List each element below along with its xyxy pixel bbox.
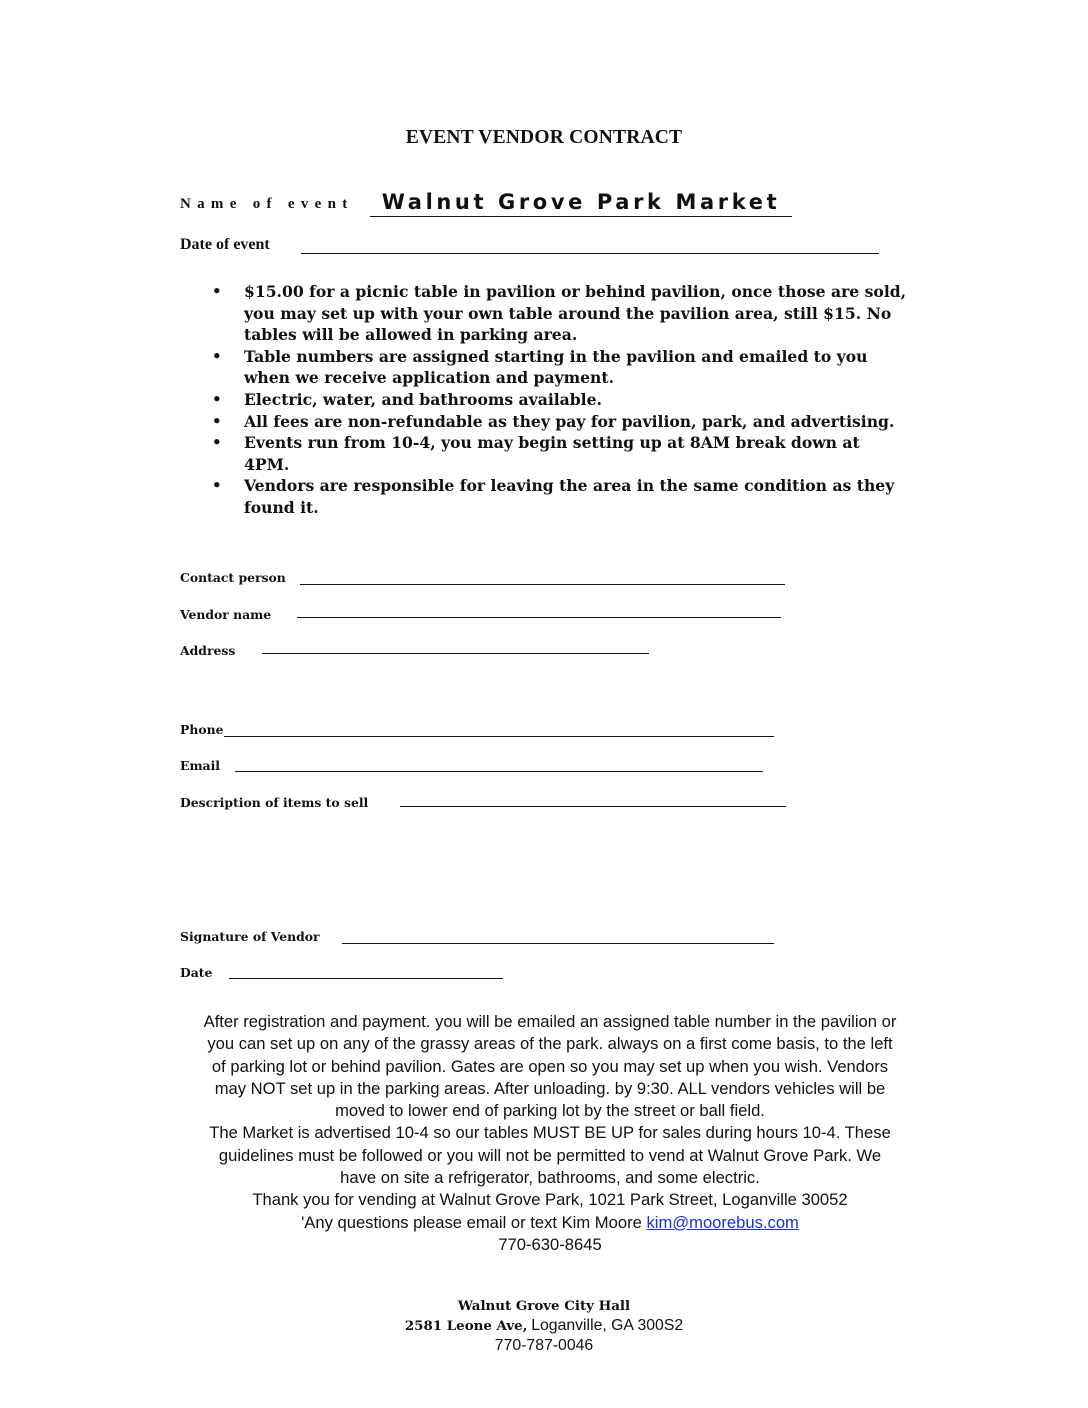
signature-row: [180, 929, 320, 944]
terms-list-item: • Electric, water, and bathrooms available.: [212, 389, 602, 409]
date-row: [180, 965, 212, 980]
footer-org: Walnut Grove City Hall: [457, 1298, 631, 1314]
bullet-icon: •: [212, 476, 222, 495]
contact-person-field[interactable]: [300, 584, 785, 585]
event-name-field[interactable]: Walnut Grove Park Market: [370, 188, 792, 217]
questions-line: [200, 1212, 900, 1234]
city-hall-footer: [0, 1296, 1088, 1356]
address-field[interactable]: [262, 653, 649, 654]
terms-list-item: • Vendors are responsible for leaving the area in the same condition as they found it.: [212, 476, 895, 517]
vendor-name-row: [180, 607, 271, 622]
description-row: [180, 795, 368, 810]
email-label: Email: [180, 758, 220, 773]
footer-address: [0, 1316, 1088, 1336]
phone-field[interactable]: [224, 736, 774, 737]
terms-list-item: • Events run from 10-4, you may begin setting up at 8AM break down at 4PM.: [212, 433, 860, 474]
terms-list-item: • $15.00 for a picnic table in pavilion or behind pavilion, once those are sold, you may set up with your own table around the pavilion area, still $15. No tables will be allowed in parking area.: [212, 282, 907, 345]
address-row: [180, 643, 235, 658]
terms-list: [208, 281, 908, 519]
event-name-label: Name of event: [180, 196, 354, 212]
thank-you-note: Thank you for vending at Walnut Grove Park, 1021 Park Street, Loganville 30052: [252, 1190, 848, 1210]
questions-text: 'Any questions please email or text Kim Moore: [301, 1212, 642, 1232]
contact-person-row: [180, 570, 286, 585]
bullet-icon: •: [212, 433, 222, 452]
phone-label: Phone: [180, 722, 224, 737]
email-row: [180, 758, 220, 773]
guidelines-paragraph: The Market is advertised 10-4 so our tables MUST BE UP for sales during hours 10-4. These guidelines must be followed or you will not be permitted to vend at Walnut Grove Park. We have on site a refrigerator, bathrooms, and some electric.: [209, 1123, 891, 1188]
bullet-icon: •: [212, 389, 222, 408]
footer-city: Loganville, GA 300S2: [531, 1317, 684, 1334]
date-field[interactable]: [229, 978, 503, 979]
bullet-icon: •: [212, 411, 222, 430]
guidelines-paragraph: After registration and payment. you will be emailed an assigned table number in the pavilion or you can set up on any of the grassy areas of the park. always on a first come basis, to the left of parking lot or behind pavilion. Gates are open so you may set up when you wish. Vendors may NOT set up in the parking areas. After unloading. by 9:30. ALL vendors vehicles will be moved to lower end of parking lot by the street or ball field.: [203, 1012, 897, 1121]
vendor-name-label: Vendor name: [180, 607, 272, 622]
bullet-icon: •: [212, 346, 222, 365]
description-label: Description of items to sell: [180, 795, 369, 810]
footer-street: 2581 Leone Ave,: [404, 1318, 528, 1334]
contact-person-label: Contact person: [180, 570, 286, 585]
date-of-event-field[interactable]: [301, 253, 879, 254]
address-label: Address: [180, 643, 236, 658]
date-of-event-label: Date of event: [180, 236, 270, 253]
date-label: Date: [180, 965, 213, 980]
signature-field[interactable]: [342, 943, 774, 944]
contact-phone: 770-630-8645: [498, 1234, 602, 1254]
vendor-guidelines: [200, 1011, 900, 1256]
footer-phone: 770-787-0046: [494, 1337, 594, 1354]
terms-list-item: • Table numbers are assigned starting in the pavilion and emailed to you when we receive application and payment.: [212, 346, 868, 388]
email-field[interactable]: [235, 771, 763, 772]
contact-email-link[interactable]: kim@moorebus.com: [646, 1212, 799, 1232]
bullet-icon: •: [212, 282, 222, 300]
phone-row: [180, 722, 223, 737]
document-title: EVENT VENDOR CONTRACT: [405, 127, 683, 148]
date-of-event-row: [180, 236, 270, 254]
signature-label: Signature of Vendor: [180, 929, 320, 944]
vendor-name-field[interactable]: [297, 617, 781, 618]
terms-list-item: • All fees are non-refundable as they pay for pavilion, park, and advertising.: [212, 411, 895, 431]
description-field[interactable]: [400, 806, 786, 807]
